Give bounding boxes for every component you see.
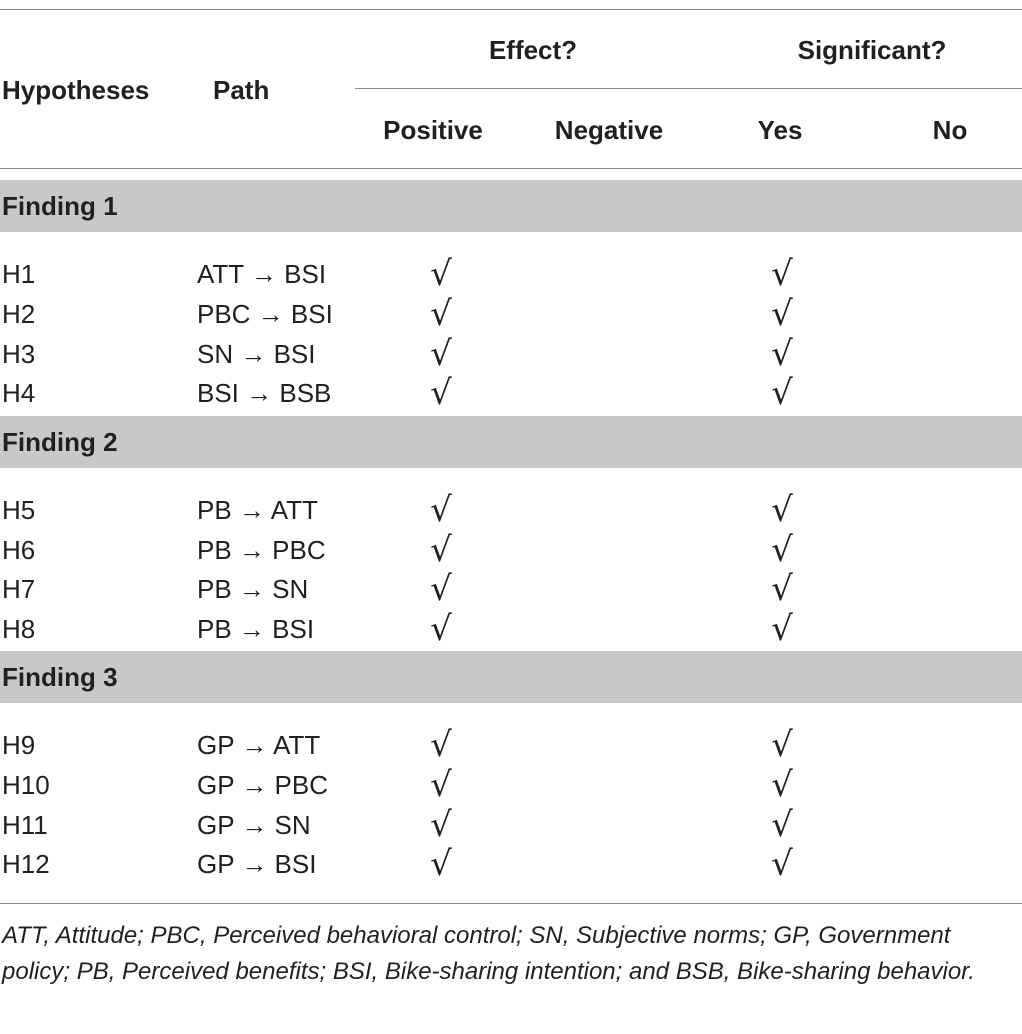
header-yes: Yes [757, 115, 803, 145]
table-row [0, 334, 1022, 374]
significant-check-icon: √ [771, 373, 793, 413]
significant-check-icon: √ [771, 490, 793, 530]
hypothesis-cell: H4 [2, 378, 36, 408]
header-effect: Effect? [488, 35, 578, 65]
positive-check-icon: √ [430, 490, 452, 530]
header-negative: Negative [554, 115, 664, 145]
hypothesis-cell: H6 [2, 535, 36, 565]
significant-check-icon: √ [771, 569, 793, 609]
hypothesis-cell: H2 [2, 299, 36, 329]
table-row [0, 530, 1022, 570]
positive-check-icon: √ [430, 765, 452, 805]
table-row [0, 294, 1022, 334]
positive-check-icon: √ [430, 844, 452, 884]
positive-check-icon: √ [430, 609, 452, 649]
significant-check-icon: √ [771, 294, 793, 334]
header-no: No [932, 115, 968, 145]
hypothesis-cell: H1 [2, 259, 36, 289]
table-row [0, 725, 1022, 765]
table-row [0, 373, 1022, 413]
table-row [0, 569, 1022, 609]
finding-band [0, 651, 1022, 703]
finding-band [0, 416, 1022, 468]
table-footnote: ATT, Attitude; PBC, Perceived behavioral control; SN, Subjective norms; GP, Government policy; PB, Perceived benefits; BSI, Bike-sharing intention; and BSB, Bike-sharing behavior. [2, 922, 975, 985]
hypothesis-cell: H9 [2, 730, 36, 760]
path-cell: PBC → BSI [197, 299, 333, 329]
table-bottom-rule [0, 903, 1022, 904]
positive-check-icon: √ [430, 725, 452, 765]
significant-check-icon: √ [771, 844, 793, 884]
hypothesis-cell: H12 [2, 849, 50, 879]
significant-check-icon: √ [771, 530, 793, 570]
header-group-rule [355, 88, 1022, 89]
table-row [0, 765, 1022, 805]
significant-check-icon: √ [771, 609, 793, 649]
header-bottom-rule [0, 168, 1022, 169]
table-row [0, 609, 1022, 649]
significant-check-icon: √ [771, 334, 793, 374]
positive-check-icon: √ [430, 254, 452, 294]
path-cell: PB → BSI [197, 614, 315, 644]
positive-check-icon: √ [430, 294, 452, 334]
positive-check-icon: √ [430, 530, 452, 570]
table-row [0, 254, 1022, 294]
path-cell: GP → BSI [197, 849, 317, 879]
header-path: Path [213, 75, 270, 105]
hypothesis-cell: H10 [2, 770, 50, 800]
path-cell: GP → SN [197, 810, 311, 840]
significant-check-icon: √ [771, 805, 793, 845]
path-cell: GP → ATT [197, 730, 321, 760]
finding-label: Finding 1 [2, 191, 118, 221]
table-row [0, 805, 1022, 845]
significant-check-icon: √ [771, 254, 793, 294]
path-cell: ATT → BSI [197, 259, 327, 289]
table-top-rule [0, 9, 1022, 10]
path-cell: BSI → BSB [197, 378, 332, 408]
positive-check-icon: √ [430, 569, 452, 609]
table-row [0, 844, 1022, 884]
positive-check-icon: √ [430, 334, 452, 374]
hypothesis-cell: H11 [2, 810, 48, 840]
finding-label: Finding 3 [2, 662, 118, 692]
table-row [0, 490, 1022, 530]
path-cell: PB → PBC [197, 535, 326, 565]
path-cell: PB → SN [197, 574, 309, 604]
finding-label: Finding 2 [2, 427, 118, 457]
path-cell: PB → ATT [197, 495, 318, 525]
path-cell: GP → PBC [197, 770, 329, 800]
significant-check-icon: √ [771, 725, 793, 765]
finding-band [0, 180, 1022, 232]
path-cell: SN → BSI [197, 339, 316, 369]
header-significant: Significant? [797, 35, 947, 65]
header-hypotheses: Hypotheses [2, 75, 150, 105]
header-positive: Positive [383, 115, 483, 145]
hypothesis-cell: H5 [2, 495, 36, 525]
positive-check-icon: √ [430, 805, 452, 845]
positive-check-icon: √ [430, 373, 452, 413]
hypothesis-cell: H3 [2, 339, 36, 369]
significant-check-icon: √ [771, 765, 793, 805]
hypothesis-cell: H8 [2, 614, 36, 644]
hypothesis-cell: H7 [2, 574, 36, 604]
